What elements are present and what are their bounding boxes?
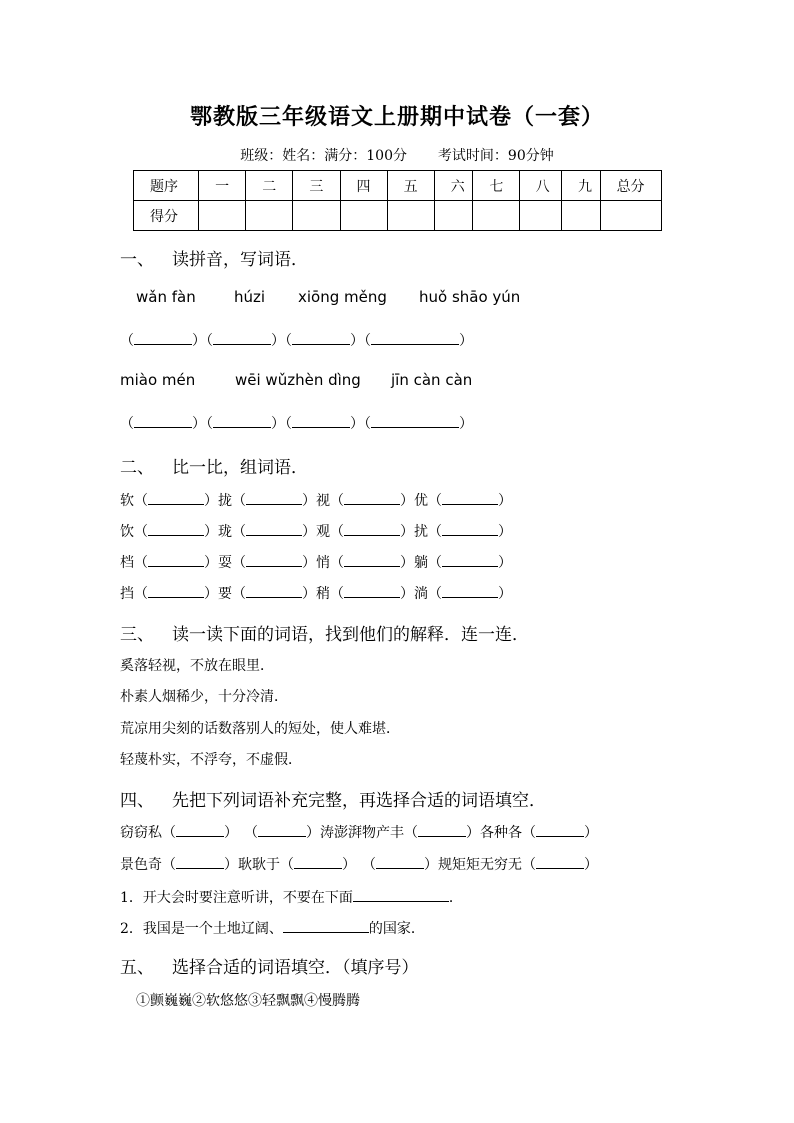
section-title: 读拼音，写词语． [172, 250, 308, 270]
paren-close: ） [400, 555, 414, 571]
answer-blank[interactable] [353, 887, 449, 902]
exam-info-class-score: 班级：姓名：满分：100分 [240, 148, 407, 164]
pinyin-item: huǒ shāo yún [419, 288, 521, 306]
answer-blank[interactable] [176, 854, 224, 869]
section-title: 读一读下面的词语，找到他们的解释．连一连． [172, 625, 529, 645]
character: 视 [316, 493, 330, 509]
paren-close: ） [192, 416, 206, 432]
answer-blank[interactable] [246, 490, 302, 505]
match-line: 荒凉用尖刻的话数落别人的短处，使人难堪． [120, 721, 400, 737]
answer-blank[interactable] [148, 583, 204, 598]
idiom-text: 景色奇 [120, 857, 162, 873]
paren-open: （ [428, 555, 442, 571]
section-5-heading [120, 953, 419, 978]
paren-open: （ [364, 333, 371, 349]
answer-blank[interactable] [536, 822, 584, 837]
section-number: 一、 [120, 250, 154, 270]
score-table-score-row [134, 201, 662, 231]
answer-blank[interactable] [442, 583, 498, 598]
character: 扰 [414, 524, 428, 540]
score-cell[interactable] [600, 201, 661, 231]
section-number: 二、 [120, 458, 154, 478]
page-title: 鄂教版三年级语文上册期中试卷（一套） [189, 104, 604, 130]
paren-close: ） [498, 555, 512, 571]
sentence-text: ． [448, 890, 463, 906]
score-table [133, 170, 662, 231]
pinyin-item: xiōng měng [298, 288, 387, 306]
answer-blank[interactable] [148, 552, 204, 567]
answer-blank[interactable] [442, 552, 498, 567]
paren-open: （ [522, 857, 536, 873]
word-group-row [120, 521, 512, 541]
answer-blank[interactable] [283, 918, 369, 933]
paren-close: ） [498, 493, 512, 509]
paren-close: ） [204, 555, 218, 571]
score-cell[interactable] [199, 201, 246, 231]
paren-open: （ [134, 493, 148, 509]
paren-open: （ [120, 416, 134, 432]
section-3-heading [120, 620, 529, 645]
character: 悄 [316, 555, 330, 571]
answer-blank[interactable] [442, 490, 498, 505]
character: 耍 [218, 555, 232, 571]
pinyin-item: jīn càn càn [391, 371, 473, 389]
paren-open: （ [244, 825, 258, 841]
paren-open: （ [162, 825, 176, 841]
paren-open: （ [280, 857, 294, 873]
answer-blank[interactable] [134, 413, 192, 428]
paren-close: ） [224, 825, 238, 841]
answer-blank[interactable] [376, 854, 424, 869]
answer-blank[interactable] [292, 330, 350, 345]
paren-open: （ [134, 524, 148, 540]
idiom-text: ）各种各 [466, 825, 522, 841]
answer-blank[interactable] [148, 490, 204, 505]
pinyin-item: miào mén [120, 371, 196, 389]
character: 软 [120, 493, 134, 509]
idiom-text: ）规矩矩无穷无 [424, 857, 522, 873]
paren-open: （ [428, 524, 442, 540]
character: 拢 [218, 493, 232, 509]
sentence-text: 的国家． [368, 921, 425, 937]
paren-open: （ [404, 825, 418, 841]
paren-close: ） [192, 333, 206, 349]
header-cell: 三 [293, 171, 340, 201]
paren-open: （ [232, 524, 246, 540]
paren-open: （ [330, 524, 344, 540]
paren-open: （ [134, 586, 148, 602]
answer-blank[interactable] [213, 330, 271, 345]
paren-open: （ [232, 555, 246, 571]
paren-close: ） [204, 524, 218, 540]
answer-blank[interactable] [294, 854, 342, 869]
exam-info-time: 考试时间：90分钟 [437, 148, 554, 164]
paren-open: （ [364, 416, 371, 432]
paren-open: （ [232, 493, 246, 509]
paren-open: （ [162, 857, 176, 873]
paren-open: （ [522, 825, 536, 841]
answer-blank[interactable] [371, 413, 459, 428]
paren-close: ） [350, 333, 364, 349]
word-group-row [120, 552, 512, 572]
paren-close: ） [350, 416, 364, 432]
paren-close: ） [342, 857, 356, 873]
answer-blank[interactable] [213, 413, 271, 428]
paren-close: ） [271, 333, 285, 349]
answer-blank[interactable] [246, 552, 302, 567]
match-line: 奚落轻视，不放在眼里． [120, 658, 274, 674]
paren-open: （ [285, 416, 292, 432]
header-cell: 题序 [134, 171, 199, 201]
fill-sentence-2 [120, 918, 425, 938]
paren-close: ） [459, 333, 473, 349]
answer-blank[interactable] [442, 521, 498, 536]
paren-open: （ [330, 555, 344, 571]
answer-blank[interactable] [292, 413, 350, 428]
paren-close: ） [204, 493, 218, 509]
answer-blank[interactable] [344, 583, 400, 598]
character: 淌 [414, 586, 428, 602]
section-number: 三、 [120, 625, 154, 645]
section-1-heading [120, 245, 308, 270]
section-number: 四、 [120, 791, 154, 811]
paren-close: ） [584, 825, 598, 841]
score-cell[interactable] [561, 201, 600, 231]
answer-blank[interactable] [246, 583, 302, 598]
pinyin-item: húzi [234, 288, 266, 306]
answer-blank[interactable] [344, 552, 400, 567]
header-cell: 六 [434, 171, 473, 201]
idiom-row [120, 822, 598, 842]
paren-open: （ [330, 493, 344, 509]
paren-open: （ [206, 333, 213, 349]
answer-blank[interactable] [246, 521, 302, 536]
character: 稍 [316, 586, 330, 602]
score-cell[interactable] [473, 201, 519, 231]
idiom-text: ）耿耿于 [224, 857, 280, 873]
paren-open: （ [120, 333, 134, 349]
header-cell: 一 [199, 171, 246, 201]
paren-open: （ [428, 586, 442, 602]
character: 观 [316, 524, 330, 540]
score-cell[interactable] [340, 201, 387, 231]
paren-close: ） [271, 416, 285, 432]
answer-blank-row [120, 413, 473, 433]
answer-blank[interactable] [418, 822, 466, 837]
answer-blank[interactable] [344, 490, 400, 505]
pinyin-item: wēi wǔzhèn dìng [235, 371, 361, 389]
paren-close: ） [302, 555, 316, 571]
paren-open: （ [232, 586, 246, 602]
section-4-heading [120, 786, 546, 811]
paren-close: ） [302, 524, 316, 540]
paren-close: ） [400, 586, 414, 602]
answer-blank[interactable] [371, 330, 459, 345]
header-cell: 八 [519, 171, 561, 201]
header-cell: 二 [246, 171, 293, 201]
sentence-text: 2．我国是一个土地辽阔、 [120, 921, 283, 937]
paren-close: ） [302, 586, 316, 602]
section-title: 选择合适的词语填空．（填序号） [172, 958, 419, 978]
character: 挡 [120, 586, 134, 602]
score-cell[interactable] [246, 201, 293, 231]
header-cell: 五 [387, 171, 434, 201]
answer-blank[interactable] [258, 822, 306, 837]
paren-open: （ [206, 416, 213, 432]
paren-open: （ [134, 555, 148, 571]
idiom-text: 窃窃私 [120, 825, 162, 841]
character: 优 [414, 493, 428, 509]
paren-open: （ [362, 857, 376, 873]
word-group-row [120, 583, 512, 603]
score-cell[interactable] [434, 201, 473, 231]
answer-blank[interactable] [176, 822, 224, 837]
character: 珑 [218, 524, 232, 540]
paren-close: ） [584, 857, 598, 873]
paren-open: （ [428, 493, 442, 509]
answer-blank[interactable] [148, 521, 204, 536]
section-title: 先把下列词语补充完整，再选择合适的词语填空． [172, 791, 546, 811]
score-cell[interactable] [519, 201, 561, 231]
word-group-row [120, 490, 512, 510]
section-number: 五、 [120, 958, 154, 978]
answer-blank[interactable] [134, 330, 192, 345]
character: 档 [120, 555, 134, 571]
header-cell: 四 [340, 171, 387, 201]
paren-close: ） [302, 493, 316, 509]
score-cell[interactable] [387, 201, 434, 231]
score-cell[interactable] [293, 201, 340, 231]
idiom-row [120, 854, 598, 874]
paren-close: ） [400, 524, 414, 540]
score-label-cell: 得分 [134, 201, 199, 231]
paren-close: ） [204, 586, 218, 602]
paren-close: ） [498, 586, 512, 602]
answer-blank[interactable] [536, 854, 584, 869]
answer-blank[interactable] [344, 521, 400, 536]
paren-close: ） [459, 416, 473, 432]
character: 要 [218, 586, 232, 602]
character: 饮 [120, 524, 134, 540]
fill-sentence-1 [120, 887, 463, 907]
answer-blank-row [120, 330, 473, 350]
sentence-text: 1．开大会时要注意听讲，不要在下面 [120, 890, 353, 906]
score-table-header-row [134, 171, 662, 201]
paren-close: ） [498, 524, 512, 540]
header-cell: 九 [561, 171, 600, 201]
match-line: 轻蔑朴实，不浮夸，不虚假． [120, 752, 302, 768]
section-2-heading [120, 453, 308, 478]
paren-close: ） [400, 493, 414, 509]
section-title: 比一比，组词语． [172, 458, 308, 478]
idiom-text: ）涛澎湃物产丰 [306, 825, 404, 841]
pinyin-item: wǎn fàn [136, 288, 196, 306]
paren-open: （ [330, 586, 344, 602]
match-line: 朴素人烟稀少，十分冷清． [120, 689, 288, 705]
header-cell: 总分 [600, 171, 661, 201]
word-options: ①颤巍巍②软悠悠③轻飘飘④慢腾腾 [136, 993, 360, 1009]
header-cell: 七 [473, 171, 519, 201]
character: 躺 [414, 555, 428, 571]
paren-open: （ [285, 333, 292, 349]
exam-info [0, 145, 794, 165]
